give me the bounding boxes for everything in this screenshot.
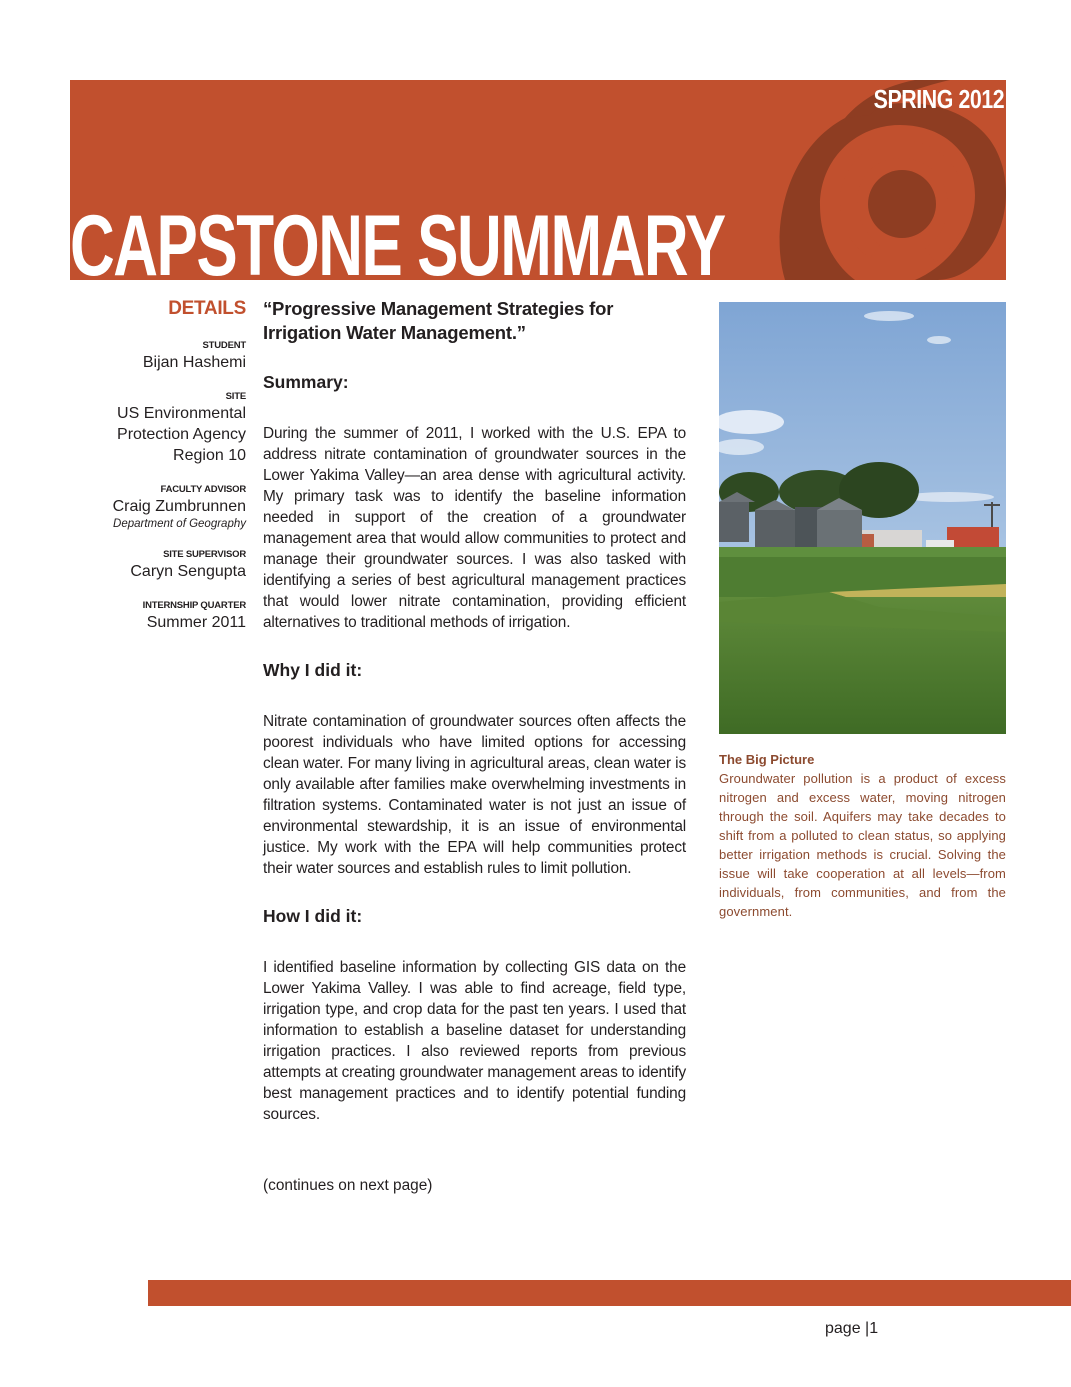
detail-label: FACULTY ADVISOR [160, 484, 246, 495]
page-title: CAPSTONE SUMMARY [70, 198, 725, 280]
section-body-summary: During the summer of 2011, I worked with the U.S. EPA to address nitrate contamination of groundwater sources in the Lower Yakima Valley—an area dense with agricultural activity. My primary task was to identify the baseline information needed in support of the creation of a groundwater management area that would allow communities to protect and manage their groundwater sources. I was also tasked with identifying a series of best agricultural management practices that would lower nitrate contamination, providing efficient alternatives to traditional methods of irrigation. [263, 425, 686, 631]
section-heading-why: Why I did it: [263, 660, 363, 680]
project-title: “Progressive Management Strategies for Irrigation Water Management.” [263, 298, 614, 343]
detail-value: Bijan Hashemi [142, 354, 246, 371]
section-heading-summary: Summary: [263, 372, 349, 392]
detail-value: Caryn Sengupta [130, 563, 246, 580]
farm-photo [719, 302, 1006, 734]
details-heading: DETAILS [168, 298, 246, 319]
detail-label: SITE [225, 391, 246, 402]
detail-label: SITE SUPERVISOR [163, 549, 246, 560]
section-heading-how: How I did it: [263, 906, 363, 926]
main-content [263, 297, 686, 1196]
section-body-how: I identified baseline information by collecting GIS data on the Lower Yakima Valley. I was able to find acreage, field type, irrigation type, and crop data for the past ten years. I used that information to establish a baseline dataset for understanding irrigation practices. I also reviewed reports from previous attempts at creating groundwater management areas to identify best management practices and to identify potential funding sources. [263, 959, 686, 1123]
detail-site [70, 391, 246, 466]
footer-bar [148, 1280, 1071, 1306]
page-number: page |1 [825, 1320, 879, 1337]
detail-value: Craig Zumbrunnen [112, 498, 246, 515]
section-body-why: Nitrate contamination of groundwater sources often affects the poorest individuals who have limited options for accessing clean water. For many living in agricultural areas, clean water is only available after families make overwhelming investments in filtration systems. Contaminated water is not just an issue of environmental stewardship, it is an issue of environmental justice. My work with the EPA will help communities protect their water sources and establish rules to limit pollution. [263, 713, 686, 877]
details-sidebar [70, 298, 246, 651]
detail-label: INTERNSHIP QUARTER [142, 600, 246, 611]
detail-sub: Department of Geography [113, 518, 246, 530]
detail-internship-quarter [70, 600, 246, 633]
detail-faculty-advisor [70, 484, 246, 531]
detail-label: STUDENT [202, 340, 246, 351]
header-banner [70, 80, 1006, 280]
caption-title: The Big Picture [719, 752, 815, 767]
season-label: SPRING 2012 [873, 84, 1004, 114]
photo-caption [719, 751, 1006, 921]
detail-site-supervisor [70, 549, 246, 582]
detail-value: Summer 2011 [146, 614, 246, 631]
continues-note: (continues on next page) [263, 1177, 433, 1194]
detail-value: US Environmental Protection Agency Region 10 [117, 405, 246, 464]
detail-student [70, 340, 246, 373]
caption-text: Groundwater pollution is a product of excess nitrogen and excess water, moving nitrogen through the soil. Aquifers may take decades to shift from a polluted to clean status, so applying better irrigation methods is crucial. Solving the issue will take cooperation at all levels—from individuals, from communities, and from the government. [719, 771, 1006, 919]
